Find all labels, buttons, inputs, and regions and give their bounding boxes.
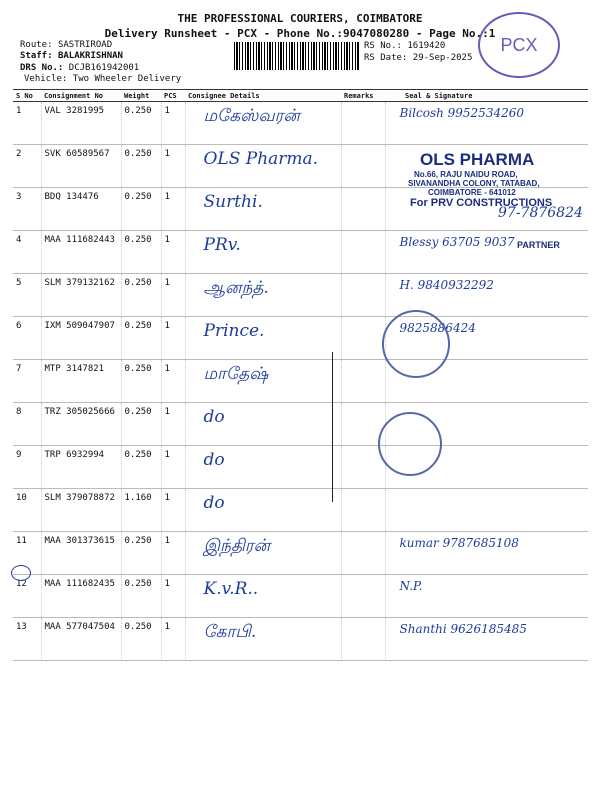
company-title: THE PROFESSIONAL COURIERS, COIMBATORE [177, 12, 423, 25]
cell-sno: 3 [13, 188, 41, 231]
table-row [13, 274, 588, 317]
ols-pharma-stamp [390, 150, 590, 230]
cell-weight: 0.250 [121, 360, 161, 403]
cell-signature: H. 9840932292 [385, 274, 588, 317]
cell-pcs: 1 [161, 575, 185, 618]
cell-sno: 11 [13, 532, 41, 575]
cell-consignee: OLS Pharma. [185, 145, 341, 188]
cell-signature: Shanthi 9626185485 [385, 618, 588, 661]
cell-consignee: Prince. [185, 317, 341, 360]
col-header-pcs: PCS [161, 90, 185, 102]
cell-consignment-no: TRZ 305025666 [41, 403, 121, 446]
cell-weight: 0.250 [121, 231, 161, 274]
cell-weight: 0.250 [121, 145, 161, 188]
cell-signature: N.P. [385, 575, 588, 618]
cell-weight: 0.250 [121, 274, 161, 317]
cell-consignment-no: MAA 301373615 [41, 532, 121, 575]
cell-consignee: மாதேஷ் [185, 360, 341, 403]
col-header-remarks: Remarks [341, 90, 385, 102]
cell-weight: 0.250 [121, 188, 161, 231]
cell-sno: 8 [13, 403, 41, 446]
table-row [13, 102, 588, 145]
pharma-name: OLS PHARMA [420, 150, 535, 169]
cell-signature: 9825886424 [385, 317, 588, 360]
cell-consignee: இந்திரன் [185, 532, 341, 575]
cell-consignee: PRv. [185, 231, 341, 274]
pharma-address-2: SIVANANDHA COLONY, TATABAD, [408, 179, 540, 188]
vehicle-line [24, 74, 181, 84]
vehicle-value: Two Wheeler Delivery [72, 74, 182, 84]
cell-pcs: 1 [161, 145, 185, 188]
cell-sno: 10 [13, 489, 41, 532]
rs-date-line [364, 53, 472, 63]
cell-signature: Blessy 63705 9037 [385, 231, 588, 274]
route-line [20, 40, 112, 50]
cell-pcs: 1 [161, 102, 185, 145]
table-row [13, 360, 588, 403]
barcode [234, 42, 360, 70]
cell-consignment-no: IXM 509047907 [41, 317, 121, 360]
cell-consignment-no: TRP 6932994 [41, 446, 121, 489]
row-12-circle-mark [11, 565, 31, 581]
cell-sno: 12 [13, 575, 41, 618]
table-row [13, 317, 588, 360]
cell-consignee: do [185, 489, 341, 532]
cell-remarks [341, 575, 385, 618]
cell-pcs: 1 [161, 446, 185, 489]
cell-remarks [341, 360, 385, 403]
table-row [13, 575, 588, 618]
cell-remarks [341, 188, 385, 231]
cell-weight: 0.250 [121, 102, 161, 145]
cell-consignment-no: VAL 3281995 [41, 102, 121, 145]
round-seal-stamp [382, 310, 450, 378]
cell-pcs: 1 [161, 618, 185, 661]
drs-label: DRS No.: [20, 63, 64, 73]
cell-consignment-no: SLM 379078872 [41, 489, 121, 532]
rs-no-line [364, 41, 445, 51]
col-header-consignment: Consignment No [41, 90, 121, 102]
table-row [13, 446, 588, 489]
cell-consignee: கோபி. [185, 618, 341, 661]
cell-remarks [341, 231, 385, 274]
ditto-brace [332, 352, 337, 502]
cell-signature: kumar 9787685108 [385, 532, 588, 575]
cell-weight: 1.160 [121, 489, 161, 532]
cell-consignment-no: MAA 111682443 [41, 231, 121, 274]
cell-remarks [341, 274, 385, 317]
staff-line [20, 51, 123, 61]
cell-pcs: 1 [161, 274, 185, 317]
staff-value: BALAKRISHNAN [57, 51, 123, 61]
route-label: Route: [20, 40, 53, 50]
drs-value: DCJB161942001 [68, 63, 140, 73]
cell-sno: 2 [13, 145, 41, 188]
cell-weight: 0.250 [121, 618, 161, 661]
cell-signature: Bilcosh 9952534260 [385, 102, 588, 145]
cell-weight: 0.250 [121, 575, 161, 618]
pharma-address-3: COIMBATORE - 641012 [428, 188, 516, 197]
cell-sno: 4 [13, 231, 41, 274]
partner-label: PARTNER [517, 240, 560, 250]
col-header-consignee: Consignee Details [185, 90, 341, 102]
pharma-address-1: No.66, RAJU NAIDU ROAD, [414, 170, 518, 179]
cell-pcs: 1 [161, 532, 185, 575]
cell-consignee: மகேஸ்வரன் [185, 102, 341, 145]
cell-consignment-no: SVK 60589567 [41, 145, 121, 188]
table-row [13, 231, 588, 274]
cell-remarks [341, 102, 385, 145]
rs-date-value: 29-Sep-2025 [412, 53, 473, 63]
vehicle-label: Vehicle: [24, 74, 68, 84]
rs-no-value: 1619420 [407, 41, 446, 51]
table-row [13, 532, 588, 575]
cell-pcs: 1 [161, 317, 185, 360]
cell-sno: 1 [13, 102, 41, 145]
cell-pcs: 1 [161, 188, 185, 231]
cell-consignment-no: MTP 3147821 [41, 360, 121, 403]
cell-weight: 0.250 [121, 317, 161, 360]
col-header-sno: S No [13, 90, 41, 102]
cell-sno: 6 [13, 317, 41, 360]
cell-consignee: do [185, 446, 341, 489]
cell-pcs: 1 [161, 403, 185, 446]
cell-consignment-no: BDQ 134476 [41, 188, 121, 231]
staff-label: Staff: [20, 51, 53, 61]
col-header-seal: Seal & Signature [385, 90, 588, 102]
round-seal-stamp-2 [378, 412, 442, 476]
cell-remarks [341, 532, 385, 575]
cell-consignment-no: SLM 379132162 [41, 274, 121, 317]
cell-pcs: 1 [161, 489, 185, 532]
table-row [13, 403, 588, 446]
cell-sno: 7 [13, 360, 41, 403]
cell-signature [385, 489, 588, 532]
table-row [13, 618, 588, 661]
cell-sno: 13 [13, 618, 41, 661]
cell-weight: 0.250 [121, 446, 161, 489]
cell-consignee: ஆனந்த். [185, 274, 341, 317]
route-value: SASTRIROAD [57, 40, 113, 50]
cell-remarks [341, 317, 385, 360]
rs-no-label: RS No.: [364, 41, 402, 51]
pcx-stamp: PCX [478, 12, 560, 78]
cell-remarks [341, 145, 385, 188]
cell-remarks [341, 489, 385, 532]
cell-pcs: 1 [161, 360, 185, 403]
cell-consignment-no: MAA 111682435 [41, 575, 121, 618]
prv-phone: 97-7876824 [498, 205, 583, 221]
cell-consignee: do [185, 403, 341, 446]
cell-pcs: 1 [161, 231, 185, 274]
table-row [13, 489, 588, 532]
runsheet-subtitle: Delivery Runsheet - PCX - Phone No.:9047080280 - Page No.:1 [104, 27, 496, 40]
col-header-weight: Weight [121, 90, 161, 102]
cell-consignment-no: MAA 577047504 [41, 618, 121, 661]
cell-consignee: Surthi. [185, 188, 341, 231]
rs-date-label: RS Date: [364, 53, 408, 63]
cell-weight: 0.250 [121, 403, 161, 446]
cell-sno: 9 [13, 446, 41, 489]
cell-weight: 0.250 [121, 532, 161, 575]
cell-remarks [341, 618, 385, 661]
prv-constructions: For PRV CONSTRUCTIONS [410, 197, 553, 209]
cell-consignee: K.v.R.. [185, 575, 341, 618]
cell-sno: 5 [13, 274, 41, 317]
table-header-row [13, 90, 588, 102]
drs-line [20, 63, 139, 73]
